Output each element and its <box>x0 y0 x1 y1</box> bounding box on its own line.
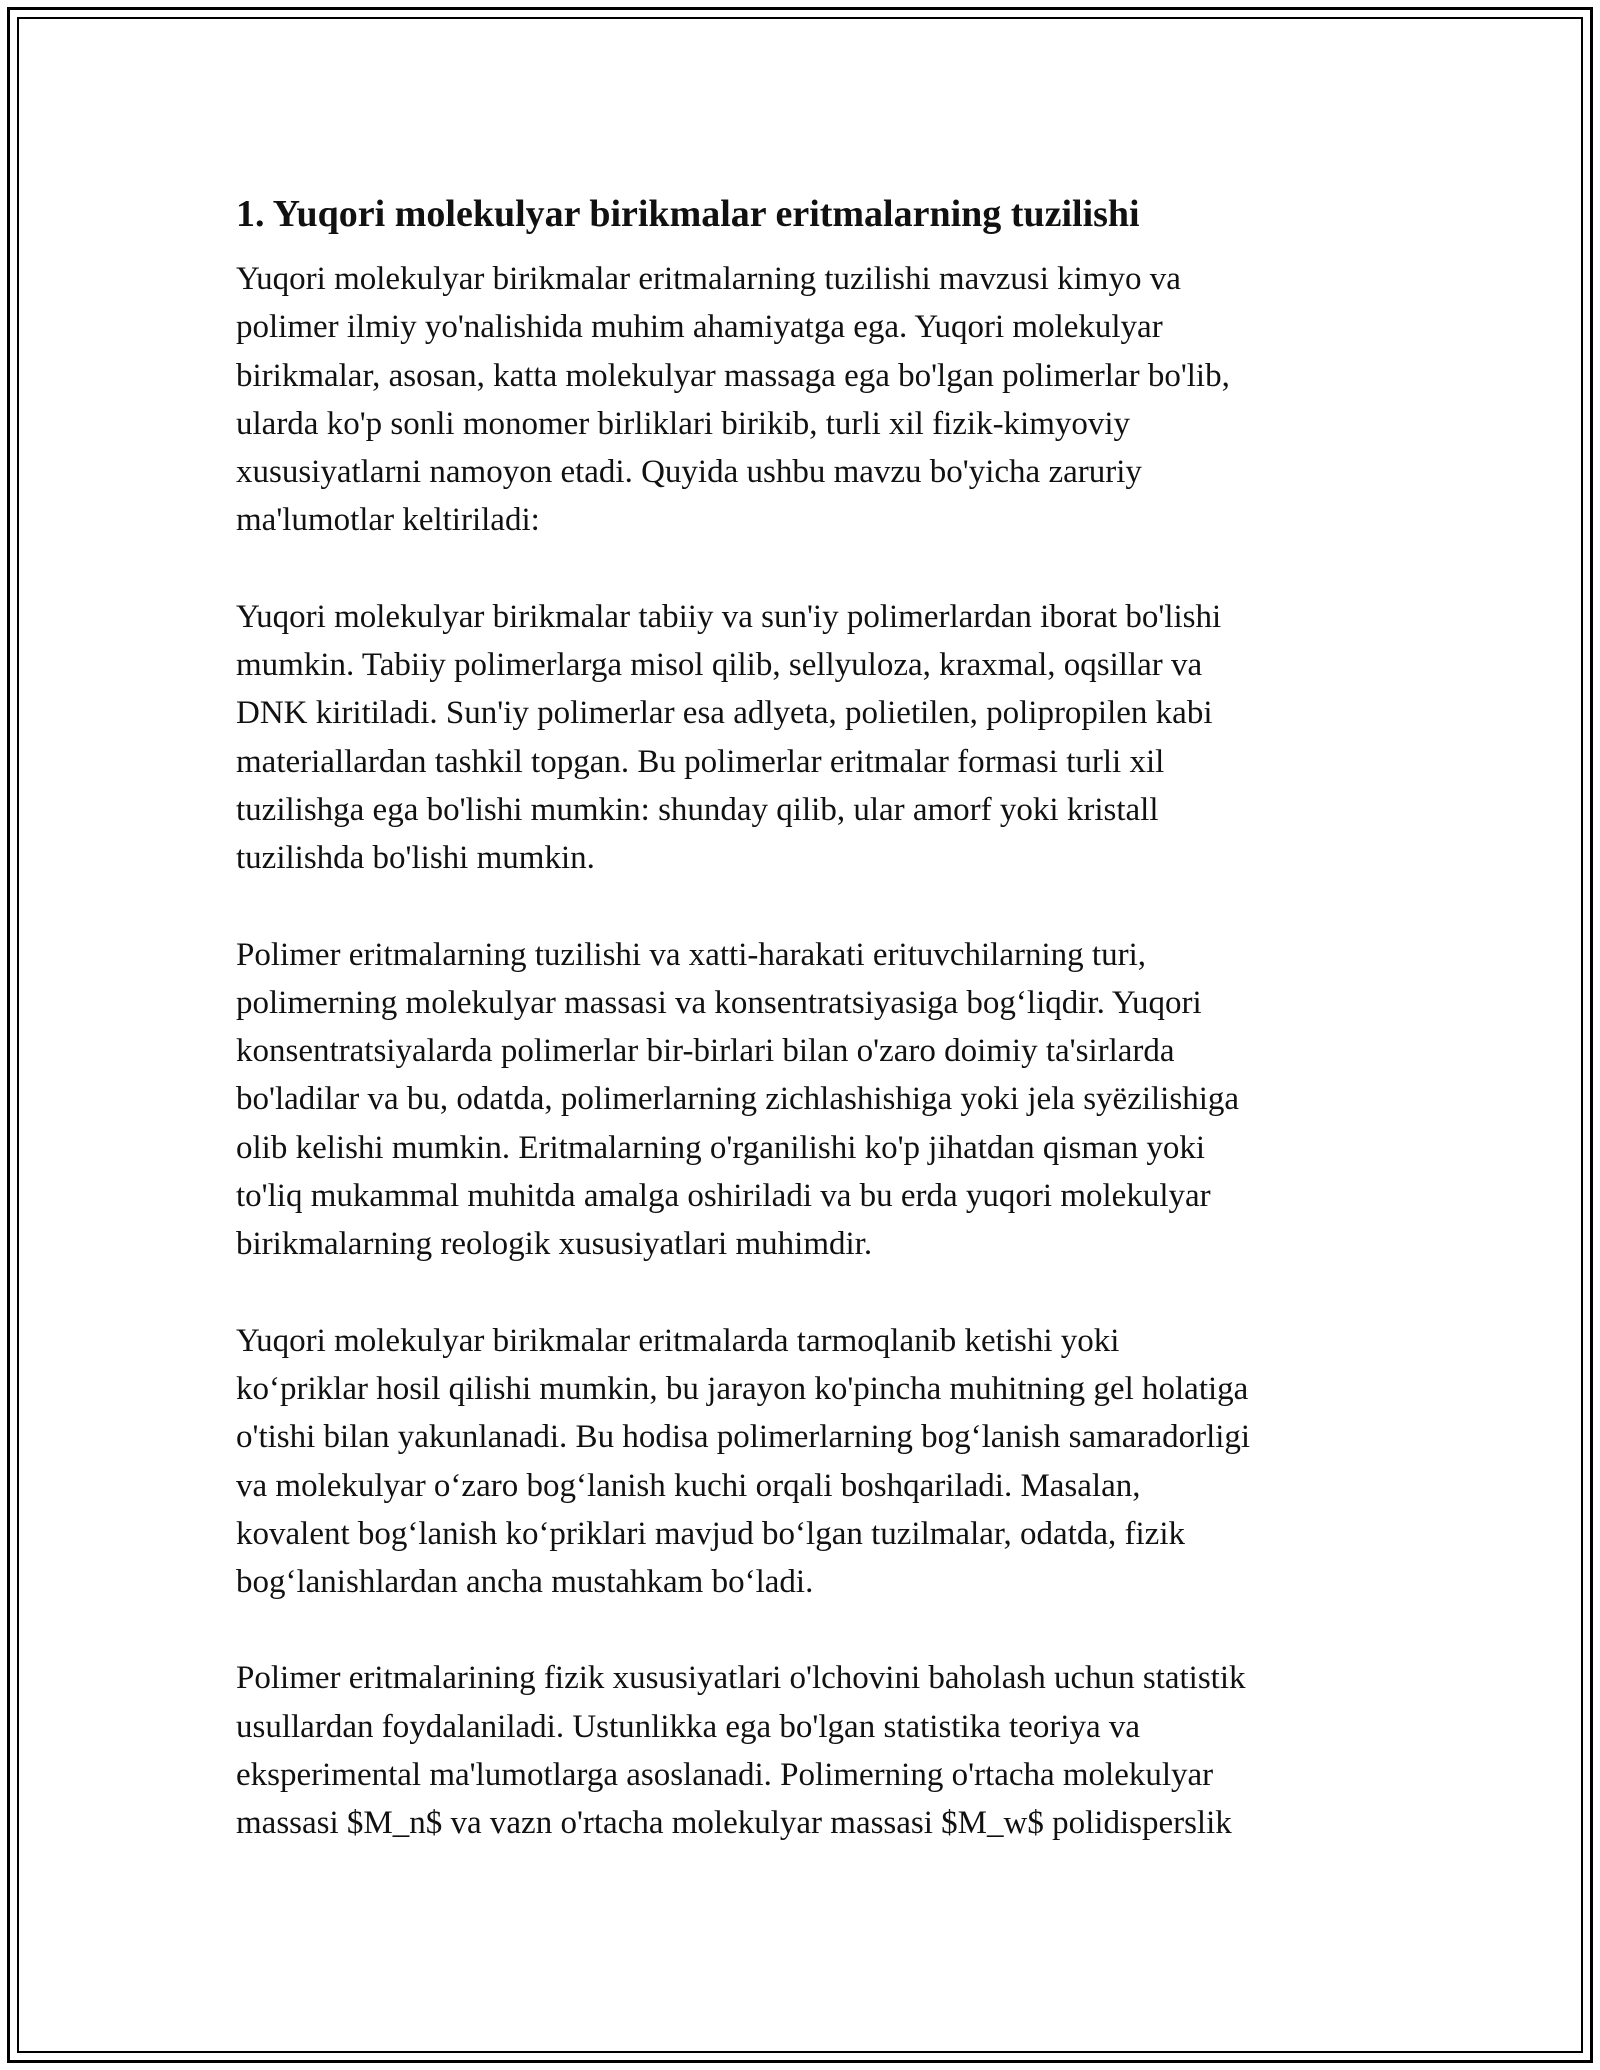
paragraph-2 <box>236 593 1376 883</box>
text-line: materiallardan tashkil topgan. Bu polimerlar eritmalar formasi turli xil <box>236 743 1165 780</box>
text-line: kovalent bog‘lanish ko‘priklari mavjud bo‘lgan tuzilmalar, odatda, fizik <box>236 1515 1185 1552</box>
text-line: ularda ko'p sonli monomer birliklari birikib, turli xil fizik-kimyoviy <box>236 405 1131 442</box>
text-line: to'liq mukammal muhitda amalga oshiriladi va bu erda yuqori molekulyar <box>236 1178 1211 1215</box>
text-line: Yuqori molekulyar birikmalar eritmalarning tuzilishi mavzusi kimyo va <box>236 261 1181 297</box>
text-line: ko‘priklar hosil qilishi mumkin, bu jarayon ko'pincha muhitning gel holatiga <box>236 1370 1249 1407</box>
text-line: olib kelishi mumkin. Eritmalarning o'rganilishi ko'p jihatdan qisman yoki <box>236 1129 1206 1166</box>
text-line: konsentratsiyalarda polimerlar bir-birlari bilan o'zaro doimiy ta'sirlarda <box>236 1033 1175 1070</box>
text-line: Yuqori molekulyar birikmalar tabiiy va sun'iy polimerlardan iborat bo'lishi <box>236 598 1222 635</box>
text-line: o'tishi bilan yakunlanadi. Bu hodisa polimerlarning bog‘lanish samaradorligi <box>236 1419 1251 1456</box>
text-line: DNK kiritiladi. Sun'iy polimerlar esa adlyeta, polietilen, polipropilen kabi <box>236 695 1213 732</box>
text-line: Polimer eritmalarining fizik xususiyatlari o'lchovini baholash uchun statistik <box>236 1660 1246 1697</box>
paragraph-1 <box>236 255 1376 545</box>
text-line: bog‘lanishlardan ancha mustahkam bo‘ladi. <box>236 1564 814 1601</box>
paragraph-4 <box>236 1317 1376 1607</box>
text-line: eksperimental ma'lumotlarga asoslanadi. Polimerning o'rtacha molekulyar <box>236 1757 1214 1794</box>
text-line: Yuqori molekulyar birikmalar eritmalarda tarmoqlanib ketishi yoki <box>236 1322 1120 1359</box>
text-line: bo'ladilar va bu, odatda, polimerlarning zichlashishiga yoki jela syëzilishiga <box>236 1081 1240 1118</box>
text-line: massasi $M_n$ va vazn o'rtacha molekulyar massasi $M_w$ polidisperslik <box>236 1805 1232 1842</box>
text-line: va molekulyar o‘zaro bog‘lanish kuchi orqali boshqariladi. Masalan, <box>236 1467 1141 1504</box>
text-line: tuzilishga ega bo'lishi mumkin: shunday qilib, ular amorf yoki kristall <box>236 791 1159 828</box>
text-line: xususiyatlarni namoyon etadi. Quyida ushbu mavzu bo'yicha zaruriy <box>236 454 1142 491</box>
text-line: birikmalar, asosan, katta molekulyar massaga ega bo'lgan polimerlar bo'lib, <box>236 357 1230 394</box>
text-line: birikmalarning reologik xususiyatlari muhimdir. <box>236 1226 873 1263</box>
text-line: tuzilishda bo'lishi mumkin. <box>236 840 595 877</box>
text-line: mumkin. Tabiiy polimerlarga misol qilib, sellyuloza, kraxmal, oqsillar va <box>236 647 1203 684</box>
text-line: polimerning molekulyar massasi va konsentratsiyasiga bog‘liqdir. Yuqori <box>236 984 1202 1021</box>
text-line: ma'lumotlar keltiriladi: <box>236 502 540 539</box>
document-body <box>236 190 1376 1896</box>
text-line: usullardan foydalaniladi. Ustunlikka ega bo'lgan statistika teoriya va <box>236 1708 1141 1745</box>
section-heading: 1. Yuqori molekulyar birikmalar eritmalarning tuzilishi <box>236 193 1140 235</box>
text-line: polimer ilmiy yo'nalishida muhim ahamiyatga ega. Yuqori molekulyar <box>236 309 1163 346</box>
paragraph-3 <box>236 931 1376 1269</box>
text-line: Polimer eritmalarning tuzilishi va xatti-harakati erituvchilarning turi, <box>236 936 1146 973</box>
paragraph-5 <box>236 1654 1376 1847</box>
